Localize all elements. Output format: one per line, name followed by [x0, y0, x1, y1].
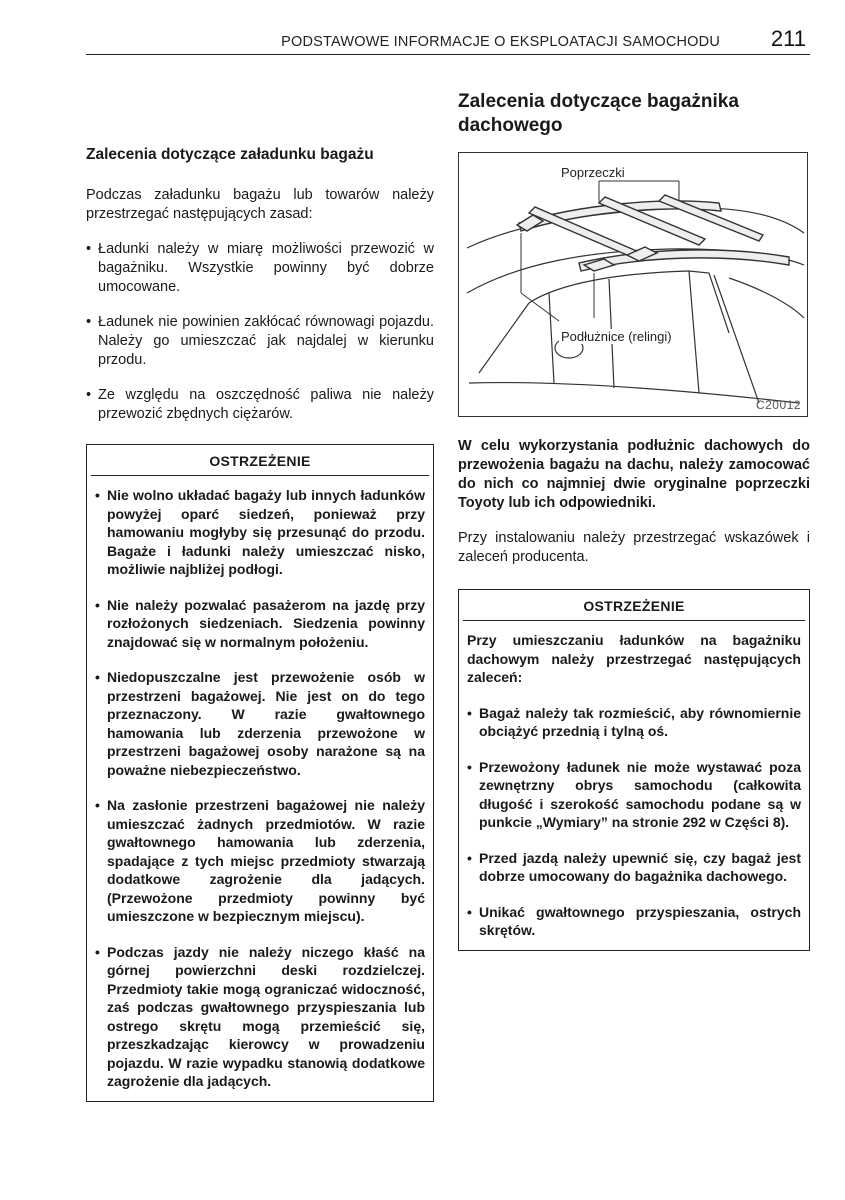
warning-bullet: • Przewożony ładunek nie może wystawać poza zewnętrzny obrys samochodu (całkowita długość i szerokość samochodu podane są w punkcie „Wymiary” na stronie 292 w Części 8). — [467, 758, 801, 832]
figure-label-crossbars: Poprzeczki — [561, 165, 625, 180]
left-column — [86, 146, 434, 1102]
warning-bullet: • Na zasłonie przestrzeni bagażowej nie należy umieszczać żadnych przedmiotów. W razie gwałtownego hamowania lub zderzenia, spadające z tych miejsc przedmioty stwarzają dodatkowe zagrożenie dla jadących. (Przewożone przedmioty powinny być umieszczone w bezpiecznym miejscu). — [95, 796, 425, 926]
warning-intro: Przy umieszczaniu ładunków na bagażniku dachowym należy przestrzegać następujących zaleceń: — [467, 632, 801, 685]
warning-title: OSTRZEŻENIE — [463, 590, 805, 621]
warning-box-roof-rack — [458, 589, 810, 951]
luggage-bullet: • Ze względu na oszczędność paliwa nie należy przewozić zbędnych ciężarów. — [86, 386, 434, 424]
warning-bullet: • Nie wolno układać bagaży lub innych ładunków powyżej oparć siedzeń, ponieważ przy hamowaniu mogłyby się przesunąć do przodu. Bagaże i ładunki należy umieszczać nisko, możliwie najbliżej podłogi. — [95, 486, 425, 579]
right-column — [458, 90, 810, 951]
roof-rack-illustration — [458, 152, 808, 417]
luggage-bullet: • Ładunek nie powinien zakłócać równowagi pojazdu. Należy go umieszczać jak najdalej w kierunku przodu. — [86, 313, 434, 370]
warning-bullet: • Nie należy pozwalać pasażerom na jazdę przy rozłożonych siedzeniach. Siedzenia powinny znajdować się w normalnym położeniu. — [95, 596, 425, 652]
figure-code: C20012 — [755, 398, 801, 412]
luggage-intro: Podczas załadunku bagażu lub towarów należy przestrzegać następujących zasad: — [86, 187, 434, 222]
warning-bullet: • Bagaż należy tak rozmieścić, aby równomiernie obciążyć przednią i tylną oś. — [467, 704, 801, 741]
warning-body — [459, 621, 809, 950]
page-header — [86, 28, 810, 55]
warning-box-luggage — [86, 444, 434, 1102]
figure-label-side-rails: Podłużnice (relingi) — [561, 329, 672, 344]
page-number: 211 — [770, 26, 806, 51]
luggage-bullet: • Ładunki należy w miarę możliwości przewozić w bagażniku. Wszystkie powinny być dobrze umocowane. — [86, 240, 434, 297]
car-roof-drawing — [459, 153, 808, 417]
warning-title: OSTRZEŻENIE — [91, 445, 429, 476]
luggage-heading: Zalecenia dotyczące załadunku bagażu — [86, 146, 374, 163]
header-title: PODSTAWOWE INFORMACJE O EKSPLOATACJI SAMOCHODU — [281, 34, 720, 50]
warning-bullet: • Niedopuszczalne jest przewożenie osób w przestrzeni bagażowej. Nie jest on do tego przeznaczony. W razie gwałtownego hamowania lub zderzenia przewożone w przestrzeni bagażowej osoby narażone są na poważne niebezpieczeństwo. — [95, 668, 425, 779]
warning-bullet: • Unikać gwałtownego przyspieszania, ostrych skrętów. — [467, 903, 801, 940]
warning-body — [87, 476, 433, 1101]
roof-rack-heading: Zalecenia dotyczące bagażnika dachowego — [458, 91, 739, 136]
warning-bullet: • Podczas jazdy nie należy niczego kłaść na górnej powierzchni deski rozdzielczej. Przedmioty takie mogą ograniczać widoczność, zaś podczas gwałtownego przyspieszania lub ostrego skrętu mogą przemieścić się, przeszkadzając kierowcy w prowadzeniu pojazdu. W razie wypadku stanowią dodatkowe zagrożenie dla jadących. — [95, 943, 425, 1091]
roof-rack-bold-para: W celu wykorzystania podłużnic dachowych do przewożenia bagażu na dachu, należy zamocować do nich co najmniej dwie oryginalne poprzeczki Toyoty lub ich odpowiedniki. — [458, 438, 810, 511]
warning-bullet: • Przed jazdą należy upewnić się, czy bagaż jest dobrze umocowany do bagażnika dachowego. — [467, 849, 801, 886]
roof-rack-para: Przy instalowaniu należy przestrzegać wskazówek i zaleceń producenta. — [458, 530, 810, 565]
